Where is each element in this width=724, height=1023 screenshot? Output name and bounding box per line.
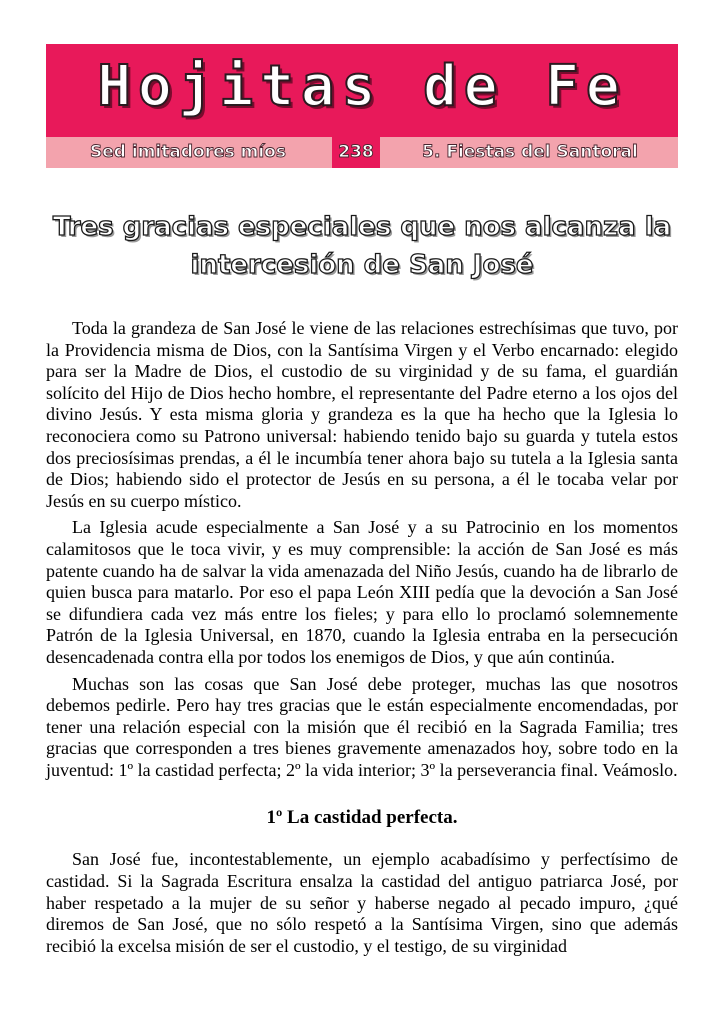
publication-motto: Sed imitadores míos <box>90 142 286 162</box>
body-paragraph: Toda la grandeza de San José le viene de las relaciones estrechísimas que tuvo, por la Providencia misma de Dios, con la Santísima Virgen y el Verbo encarnado: elegido para ser la Madre de Dios, el custodio de su virginidad y de su fama, el guardián solícito del Hijo de Dios hecho hombre, el representante del Padre eterno a los ojos del divino Jesús. Y esta misma gloria y grandeza es la que ha hecho que la Iglesia lo reconociera como su Patrono universal: habiendo tenido bajo su guarda y tutela estos dos preciosísimas prendas, a él le incumbía tener ahora bajo su tutela a la Iglesia santa de Dios; habiendo sido el protector de Jesús en su persona, a él le tocaba velar por Jesús en su cuerpo místico. <box>46 318 678 511</box>
body-paragraph: Muchas son las cosas que San José debe proteger, muchas las que nosotros debemos pedirle. Pero hay tres gracias que le están especialmente encomendadas, por tener una relación especial con la misión que él recibió en la Sagrada Familia; tres gracias que corresponden a tres bienes gravemente amenazados hoy, sobre todo en la juventud: 1º la castidad perfecta; 2º la vida interior; 3º la perseverancia final. Veámoslo. <box>46 673 678 780</box>
masthead-banner <box>46 44 678 137</box>
article-headline: Tres gracias especiales que nos alcanza la intercesión de San José <box>52 212 672 280</box>
body-paragraph: San José fue, incontestablemente, un ejemplo acabadísimo y perfectísimo de castidad. Si la Sagrada Escritura ensalza la castidad del antiguo patriarca José, por haber respetado a la mujer de su señor y haberse negado al pecado impuro, ¿qué diremos de San José, que no sólo respetó a la Santísima Virgen, sino que además recibió la excelsa misión de ser el custodio, y el testigo, de su virginidad <box>46 849 678 956</box>
masthead <box>46 44 678 168</box>
body-paragraph: La Iglesia acude especialmente a San José y a su Patrocinio en los momentos calamitosos que le toca vivir, y es muy comprensible: la acción de San José es más patente cuando ha de salvar la vida amenazada del Niño Jesús, cuando ha de librarlo de quien busca para matarlo. Por eso el papa León XIII pedía que la devoción a San José se difundiera cada vez más entre los fieles; y para ello lo proclamó solemnemente Patrón de la Iglesia Universal, en 1870, cuando la Iglesia entraba en la persecución desencadenada contra ella por todos los enemigos de Dios, y que aún continúa. <box>46 517 678 667</box>
section-name: 5. Fiestas del Santoral <box>422 142 638 162</box>
publication-title: Hojitas de Fe <box>97 54 627 119</box>
issue-number: 238 <box>332 137 380 168</box>
masthead-info-bar <box>46 137 678 168</box>
article-body <box>46 318 678 962</box>
section-heading: 1º La castidad perfecta. <box>266 807 458 829</box>
